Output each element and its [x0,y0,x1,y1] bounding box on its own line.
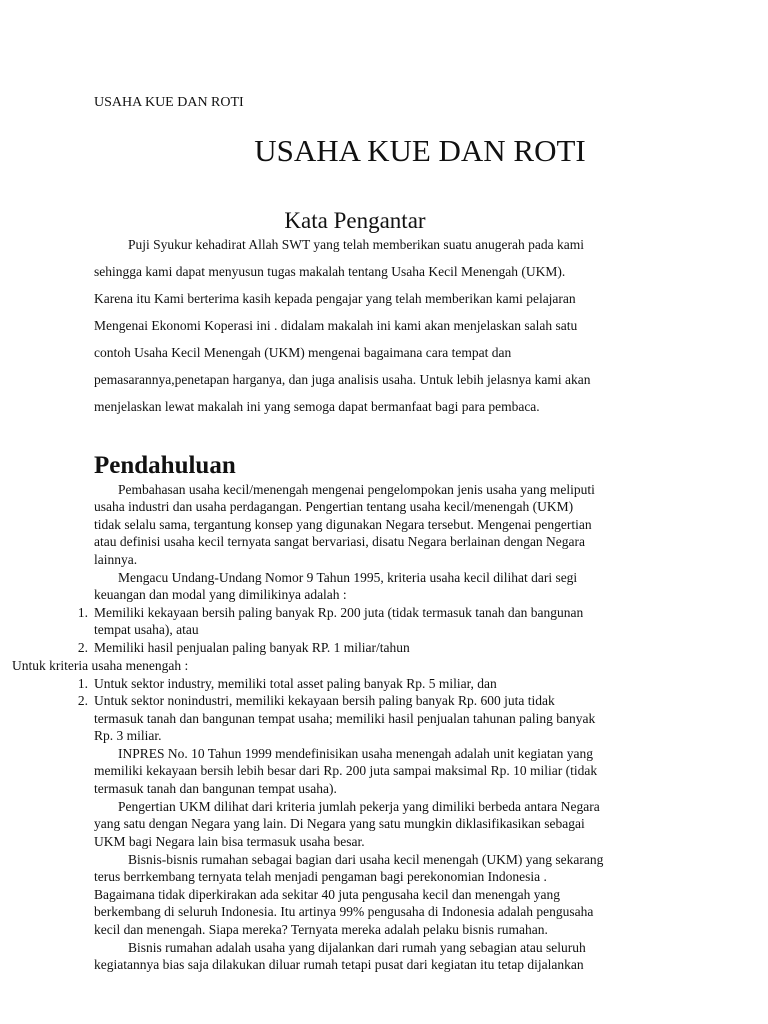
kata-line: Mengenai Ekonomi Koperasi ini . didalam makalah ini kami akan menjelaskan salah satu [94,318,578,333]
pend-line: Rp. 3 miliar. [94,728,162,743]
pend-line: Memiliki kekayaan bersih paling banyak Rp. 200 juta (tidak termasuk tanah dan bangunan [94,605,584,620]
list-marker: 2. [77,693,88,708]
pend-line: yang satu dengan Negara yang lain. Di Negara yang satu mungkin diklasifikasikan sebagai [94,816,585,831]
pend-line: atau definisi usaha kecil ternyata sangat bervariasi, disatu Negara berlainan dengan Negara [94,534,586,549]
pend-line: termasuk tanah dan bangunan tempat usaha; memiliki hasil penjualan tahunan paling banyak [94,711,596,726]
kata-line: Karena itu Kami berterima kasih kepada pengajar yang telah memberikan kami pelajaran [94,291,576,306]
list-marker: 1. [77,676,88,691]
kata-line: pemasarannya,penetapan harganya, dan juga analisis usaha. Untuk lebih jelasnya kami akan [94,372,591,387]
pend-line: Untuk kriteria usaha menengah : [12,658,189,673]
pend-line: Bisnis-bisnis rumahan sebagai bagian dari usaha kecil menengah (UKM) yang sekarang [128,852,604,867]
kata-pengantar-heading: Kata Pengantar [284,208,426,233]
list-marker: 1. [77,605,88,620]
pend-line: Untuk sektor nonindustri, memiliki kekayaan bersih paling banyak Rp. 600 juta tidak [94,693,555,708]
pend-line: kegiatannya bias saja dilakukan diluar rumah tetapi pusat dari kegiatan itu tetap dijalankan [94,957,584,972]
running-header: USAHA KUE DAN ROTI [94,95,244,110]
kata-line: contoh Usaha Kecil Menengah (UKM) mengenai bagaimana cara tempat dan [94,345,512,360]
kata-line: sehingga kami dapat menyusun tugas makalah tentang Usaha Kecil Menengah (UKM). [94,264,566,279]
pend-line: keuangan dan modal yang dimilikinya adalah : [94,587,347,602]
pend-line: kecil dan menengah. Siapa mereka? Ternyata mereka adalah pelaku bisnis rumahan. [94,922,548,937]
pend-line: Untuk sektor industry, memiliki total asset paling banyak Rp. 5 miliar, dan [94,676,497,691]
pend-line: terus berrkembang ternyata telah menjadi pengaman bagi perekonomian Indonesia . [94,869,547,884]
pend-line: Mengacu Undang-Undang Nomor 9 Tahun 1995, kriteria usaha kecil dilihat dari segi [118,570,578,585]
pend-line: termasuk tanah dan bangunan tempat usaha). [94,781,337,796]
list-marker: 2. [77,640,88,655]
pend-line: tidak selalu sama, tergantung konsep yang digunakan Negara tersebut. Mengenai pengertian [94,517,592,532]
pend-line: tempat usaha), atau [94,622,199,637]
pend-line: INPRES No. 10 Tahun 1999 mendefinisikan usaha menengah adalah unit kegiatan yang [118,746,593,761]
pend-line: usaha industri dan usaha perdagangan. Pengertian tentang usaha kecil/menengah (UKM) [94,499,574,514]
pend-line: berkembang di seluruh Indonesia. Itu artinya 99% pengusaha di Indonesia adalah pengusaha [94,904,594,919]
document-title: USAHA KUE DAN ROTI [254,133,586,168]
pend-line: lainnya. [94,552,138,567]
kata-line: menjelaskan lewat makalah ini yang semoga dapat bermanfaat bagi para pembaca. [94,399,540,414]
pend-line: Memiliki hasil penjualan paling banyak RP. 1 miliar/tahun [94,640,410,655]
pendahuluan-heading: Pendahuluan [94,452,236,479]
pend-line: Pengertian UKM dilihat dari kriteria jumlah pekerja yang dimiliki berbeda antara Negara [118,799,600,814]
pend-line: Bagaimana tidak diperkirakan ada sekitar 40 juta pengusaha kecil dan menengah yang [94,887,560,902]
pend-line: Bisnis rumahan adalah usaha yang dijalankan dari rumah yang sebagian atau seluruh [128,940,586,955]
kata-line: Puji Syukur kehadirat Allah SWT yang telah memberikan suatu anugerah pada kami [128,237,585,252]
pend-line: Pembahasan usaha kecil/menengah mengenai pengelompokan jenis usaha yang meliputi [118,482,595,497]
pend-line: UKM bagi Negara lain bisa termasuk usaha besar. [94,834,365,849]
pend-line: memiliki kekayaan bersih lebih besar dari Rp. 200 juta sampai maksimal Rp. 10 miliar (tidak [94,763,598,778]
